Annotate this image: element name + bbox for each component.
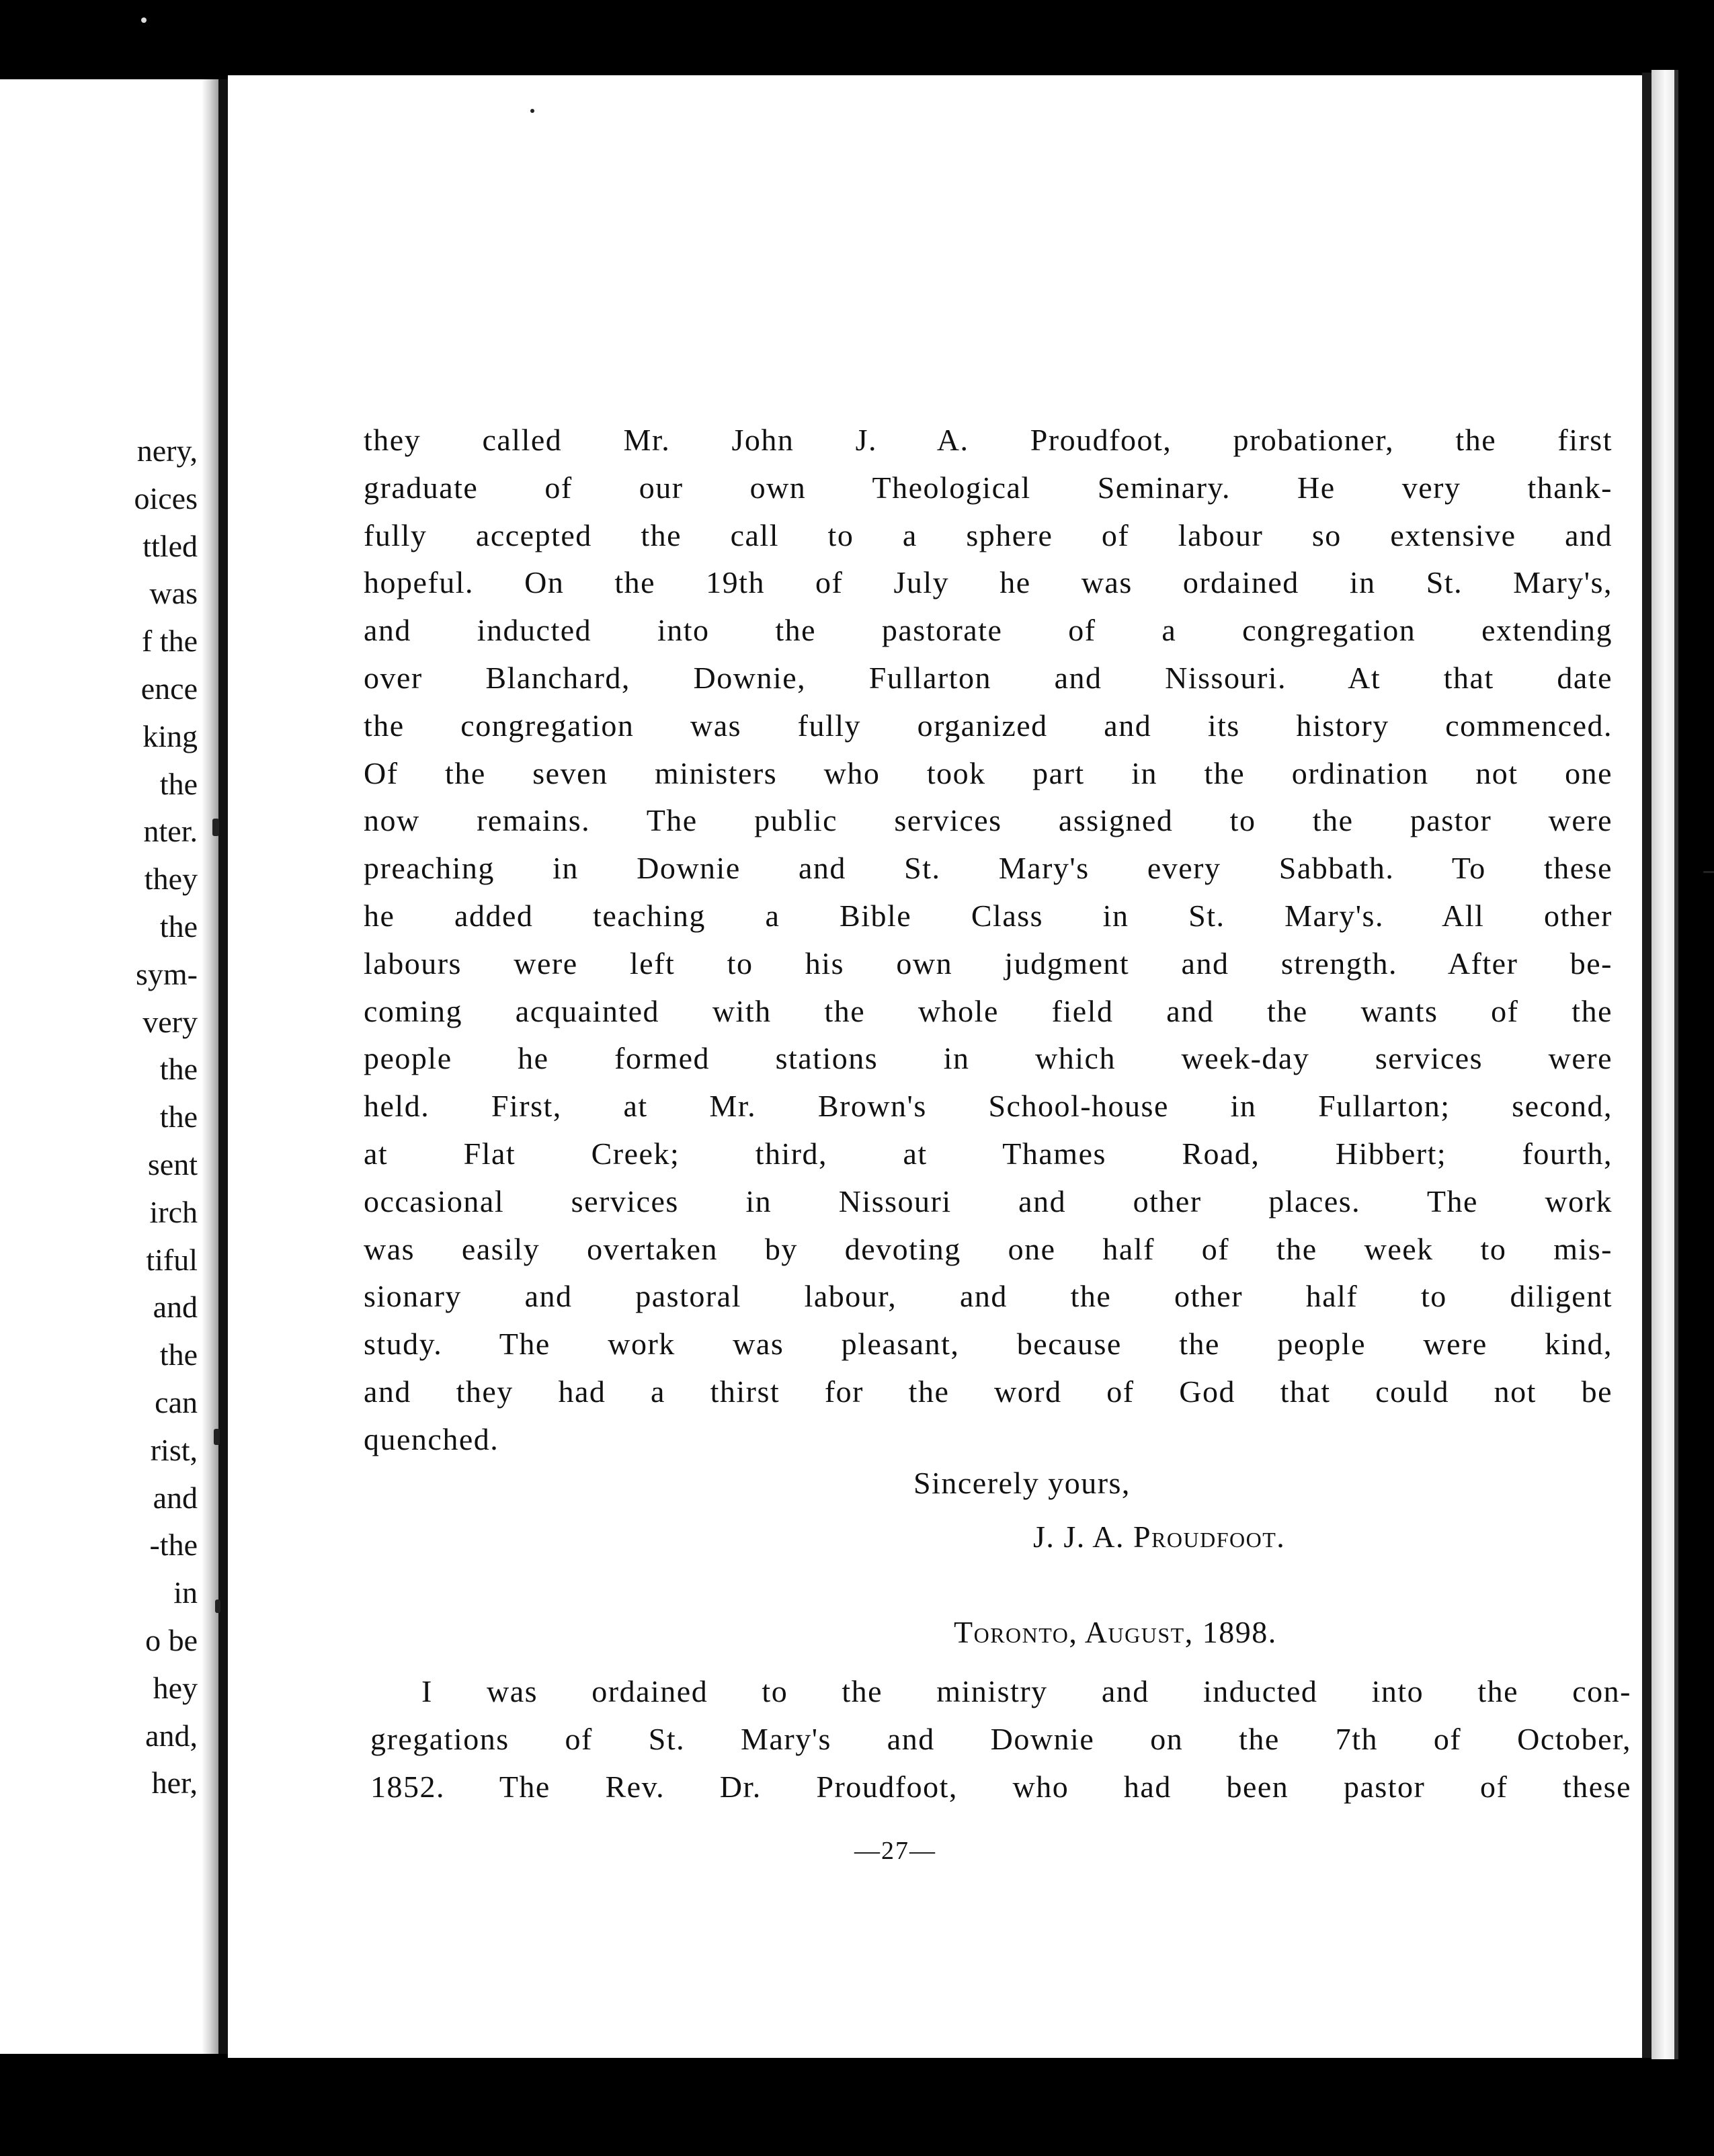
body-line: coming acquainted with the whole field and the wants of the — [364, 993, 1613, 1028]
scan-speck — [212, 819, 219, 836]
left-page-line-ending: the — [159, 766, 198, 801]
closing: Sincerely yours, — [913, 1466, 1131, 1500]
left-page-line-ending: they — [144, 862, 198, 897]
left-page-line-ending: nter. — [143, 814, 198, 849]
body-line: was easily overtaken by devoting one half of the week to mis- — [364, 1231, 1613, 1266]
left-page-line-ending: sent — [147, 1147, 198, 1181]
left-page-line-ending: her, — [151, 1766, 198, 1800]
page-stack-outline — [1674, 70, 1678, 2059]
left-page-line-ending: f the — [141, 624, 198, 659]
body-line: labours were left to his own judgment and strength. After be- — [364, 946, 1613, 981]
left-page-line-ending: and — [153, 1480, 198, 1515]
left-page-line-ending: rist, — [150, 1432, 198, 1467]
left-page-line-ending: in — [173, 1575, 198, 1610]
left-page-line-ending: nery, — [136, 433, 198, 468]
signature: J. J. A. Proudfoot. — [1033, 1520, 1286, 1554]
left-page-line-ending: the — [159, 1052, 198, 1087]
page-stack-edge — [1651, 70, 1674, 2059]
right-page — [228, 75, 1642, 2058]
left-page-line-ending: tiful — [146, 1242, 198, 1277]
left-page-line-ending: the — [159, 1100, 198, 1134]
left-page-line-ending: ttled — [142, 528, 198, 563]
body-line: 1852. The Rev. Dr. Proudfoot, who had been pastor of these — [370, 1769, 1631, 1804]
body-line: Of the seven ministers who took part in the ordination not one — [364, 755, 1613, 790]
body-line: hopeful. On the 19th of July he was ordained in St. Mary's, — [364, 565, 1613, 600]
left-page-line-ending: can — [155, 1384, 198, 1419]
scan-speck — [1703, 871, 1714, 873]
left-page-line-ending: the — [159, 1337, 198, 1372]
body-line: graduate of our own Theological Seminary. He very thank- — [364, 470, 1613, 505]
body-line: held. First, at Mr. Brown's School-house in Fullarton; second, — [364, 1089, 1613, 1124]
left-page-line-endings — [134, 427, 198, 1807]
scan-speck — [215, 1600, 220, 1613]
body-line: quenched. — [364, 1421, 499, 1456]
left-page-line-ending: ence — [140, 671, 198, 706]
scan-speck — [530, 109, 534, 113]
body-line: study. The work was pleasant, because the people were kind, — [364, 1327, 1613, 1362]
left-page-line-ending: oices — [134, 481, 198, 515]
scan-speck — [141, 17, 147, 23]
body-line: and they had a thirst for the word of God that could not be — [364, 1374, 1613, 1409]
left-page-line-ending: -the — [149, 1528, 198, 1563]
left-page-line-ending: the — [159, 909, 198, 944]
body-line: they called Mr. John J. A. Proudfoot, probationer, the first — [364, 423, 1613, 457]
body-line: now remains. The public services assigned to the pastor were — [364, 803, 1613, 838]
page-edge-shadow — [1642, 73, 1651, 2058]
page-number: —27— — [854, 1837, 936, 1865]
body-line: fully accepted the call to a sphere of labour so extensive and — [364, 517, 1613, 552]
body-line: people he formed stations in which week-day services were — [364, 1041, 1613, 1076]
left-page-line-ending: sym- — [136, 956, 198, 991]
left-page-line-ending: irch — [149, 1194, 198, 1229]
left-page-line-ending: o be — [145, 1622, 198, 1657]
left-page-line-ending: was — [149, 576, 198, 611]
body-line: occasional services in Nissouri and other places. The work — [364, 1184, 1613, 1218]
left-page-line-ending: and — [153, 1290, 198, 1325]
body-line: the congregation was fully organized and its history commenced. — [364, 708, 1613, 743]
body-line: and inducted into the pastorate of a congregation extending — [364, 613, 1613, 648]
left-facing-page — [0, 79, 212, 2054]
body-line: I was ordained to the ministry and inducted into the con- — [421, 1674, 1631, 1708]
body-line: he added teaching a Bible Class in St. Mary's. All other — [364, 898, 1613, 933]
body-line: sionary and pastoral labour, and the other half to diligent — [364, 1279, 1613, 1314]
left-page-line-ending: very — [142, 1004, 198, 1039]
dateline: Toronto, August, 1898. — [954, 1615, 1277, 1649]
left-page-line-ending: hey — [153, 1670, 198, 1705]
body-line: gregations of St. Mary's and Downie on the 7th of October, — [370, 1721, 1631, 1756]
book-gutter-fold — [218, 79, 228, 2054]
body-line: preaching in Downie and St. Mary's every Sabbath. To these — [364, 851, 1613, 886]
left-page-line-ending: king — [142, 718, 198, 753]
letter-body — [364, 417, 1613, 1464]
body-line: over Blanchard, Downie, Fullarton and Nissouri. At that date — [364, 660, 1613, 695]
second-letter-body — [370, 1668, 1631, 1811]
scan-speck — [214, 1429, 220, 1445]
left-page-line-ending: and, — [145, 1718, 198, 1753]
body-line: at Flat Creek; third, at Thames Road, Hibbert; fourth, — [364, 1136, 1613, 1171]
